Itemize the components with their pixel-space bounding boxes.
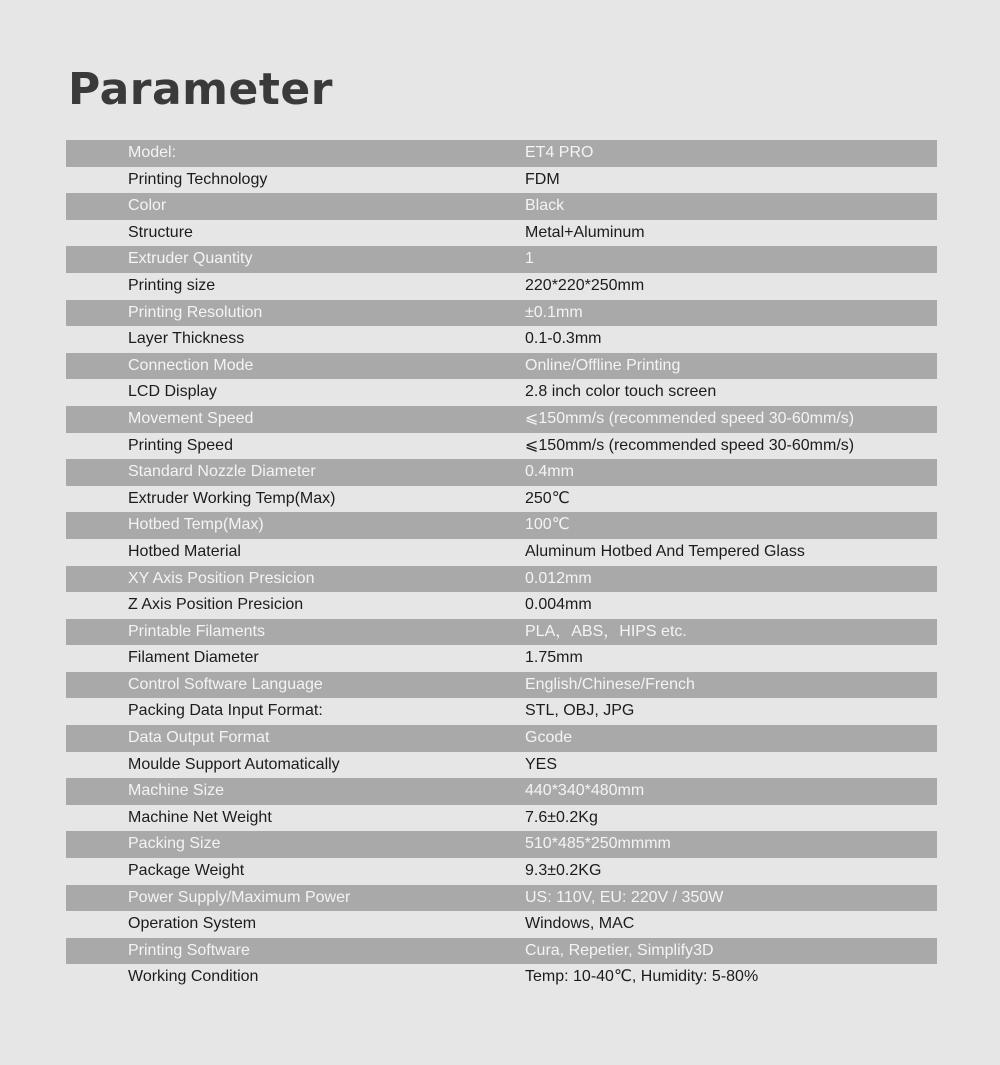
spec-value: YES — [525, 755, 558, 773]
spec-value: Gcode — [525, 729, 573, 747]
spec-label: Data Output Format — [128, 729, 270, 747]
spec-row — [66, 725, 937, 752]
spec-row — [66, 486, 937, 513]
spec-value: 0.4mm — [525, 463, 574, 481]
spec-label: Power Supply/Maximum Power — [128, 888, 351, 906]
spec-label: Printing Resolution — [128, 303, 263, 321]
spec-label: Color — [128, 197, 167, 215]
spec-value: 510*485*250mmmm — [525, 835, 671, 853]
spec-label: Printing Software — [128, 941, 250, 959]
spec-label: Filament Diameter — [128, 649, 259, 667]
spec-label: Standard Nozzle Diameter — [128, 463, 316, 481]
spec-value: Black — [525, 197, 565, 215]
spec-label: Machine Size — [128, 782, 225, 800]
spec-label: Packing Data Input Format: — [128, 702, 323, 720]
spec-value: 7.6±0.2Kg — [525, 808, 598, 826]
spec-row — [66, 379, 937, 406]
spec-row — [66, 645, 937, 672]
spec-row — [66, 778, 937, 805]
spec-row — [66, 911, 937, 938]
spec-value: Metal+Aluminum — [525, 223, 645, 241]
spec-row — [66, 273, 937, 300]
spec-value: 2.8 inch color touch screen — [525, 383, 717, 401]
spec-label: Extruder Quantity — [128, 250, 253, 268]
spec-label: Connection Mode — [128, 356, 254, 374]
spec-label: Moulde Support Automatically — [128, 755, 340, 773]
spec-row — [66, 805, 937, 832]
spec-value: 1 — [525, 250, 534, 268]
spec-row — [66, 246, 937, 273]
page-title: Parameter — [68, 64, 333, 115]
spec-value: Cura, Repetier, Simplify3D — [525, 941, 714, 959]
spec-label: Printing Technology — [128, 170, 268, 188]
spec-label: Model: — [128, 144, 177, 161]
spec-table — [66, 140, 937, 991]
spec-row — [66, 938, 937, 965]
spec-value: ±0.1mm — [525, 303, 583, 321]
spec-value: ET4 PRO — [525, 144, 594, 161]
spec-row — [66, 167, 937, 194]
spec-value: 100℃ — [525, 516, 570, 534]
spec-value: 0.012mm — [525, 569, 592, 587]
spec-value: 9.3±0.2KG — [525, 862, 602, 880]
spec-value: ⩽150mm/s (recommended speed 30-60mm/s) — [525, 436, 855, 454]
spec-label: Extruder Working Temp(Max) — [128, 489, 336, 507]
spec-value: 0.004mm — [525, 596, 592, 614]
spec-label: Printing Speed — [128, 436, 233, 454]
spec-value: Aluminum Hotbed And Tempered Glass — [525, 542, 805, 560]
spec-label: Structure — [128, 223, 193, 241]
spec-value: 0.1-0.3mm — [525, 330, 602, 348]
spec-row — [66, 885, 937, 912]
spec-value: Online/Offline Printing — [525, 356, 681, 374]
spec-label: Printable Filaments — [128, 622, 265, 640]
spec-label: Hotbed Material — [128, 542, 241, 560]
spec-label: Control Software Language — [128, 675, 323, 693]
spec-row — [66, 353, 937, 380]
spec-row — [66, 698, 937, 725]
spec-value: 220*220*250mm — [525, 276, 645, 294]
spec-row — [66, 326, 937, 353]
spec-value: English/Chinese/French — [525, 675, 695, 693]
spec-value: 440*340*480mm — [525, 782, 645, 800]
spec-row — [66, 433, 937, 460]
spec-label: Working Condition — [128, 968, 259, 986]
spec-value: US: 110V, EU: 220V / 350W — [525, 888, 724, 906]
spec-value: PLA，ABS，HIPS etc. — [525, 622, 687, 640]
spec-row — [66, 831, 937, 858]
spec-label: Printing size — [128, 276, 216, 294]
spec-label: Machine Net Weight — [128, 808, 272, 826]
spec-label: Packing Size — [128, 835, 221, 853]
spec-row — [66, 566, 937, 593]
spec-label: Operation System — [128, 915, 257, 933]
spec-value: ⩽150mm/s (recommended speed 30-60mm/s) — [525, 409, 855, 427]
spec-row — [66, 300, 937, 327]
spec-row — [66, 512, 937, 539]
spec-row — [66, 592, 937, 619]
spec-value: 1.75mm — [525, 649, 583, 667]
spec-value: Windows, MAC — [525, 915, 635, 933]
spec-value: Temp: 10-40℃, Humidity: 5-80% — [525, 968, 759, 986]
spec-label: Z Axis Position Presicion — [128, 596, 304, 614]
spec-value: STL, OBJ, JPG — [525, 702, 635, 720]
spec-row — [66, 539, 937, 566]
spec-row — [66, 140, 937, 167]
spec-label: Hotbed Temp(Max) — [128, 516, 264, 534]
spec-row — [66, 672, 937, 699]
spec-label: LCD Display — [128, 383, 217, 401]
spec-row — [66, 220, 937, 247]
spec-label: Package Weight — [128, 862, 245, 880]
spec-label: XY Axis Position Presicion — [128, 569, 315, 587]
spec-value: FDM — [525, 170, 560, 188]
spec-row — [66, 406, 937, 433]
spec-row — [66, 193, 937, 220]
spec-row — [66, 964, 937, 991]
spec-label: Movement Speed — [128, 409, 254, 427]
spec-row — [66, 459, 937, 486]
spec-row — [66, 619, 937, 646]
spec-label: Layer Thickness — [128, 330, 245, 348]
spec-row — [66, 858, 937, 885]
spec-row — [66, 752, 937, 779]
spec-value: 250℃ — [525, 489, 570, 507]
